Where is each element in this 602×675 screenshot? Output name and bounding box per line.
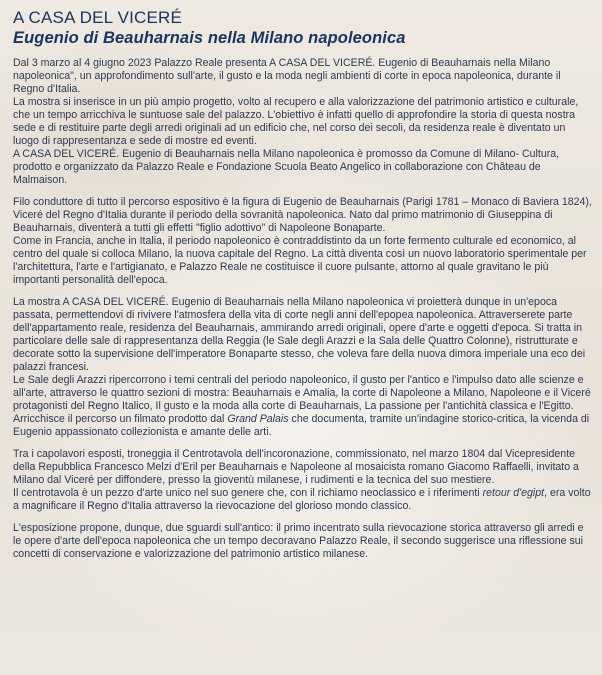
- paragraph-centrotavola: Tra i capolavori esposti, troneggia il Centrotavola dell'incoronazione, commissionato, nel marzo 1804 dal Vicepresidente della Repubblica Francesco Melzi d'Eril per Beauharnais e Napoleone al mosaicista romano Giacomo Raffaelli, invitato a Milano dal Viceré per diffondere, presso la gioventù milanese, i rudimenti e la tecnica del suo mestiere.: [13, 448, 579, 486]
- body-text: [13, 57, 592, 561]
- neoclassico-text-end: era volto a magnificare il Regno d'Italia attraverso la rievocazione del glorioso mondo classico.: [13, 487, 591, 512]
- paragraph-sale-arazzi: Le Sale degli Arazzi ripercorrono i temi centrali del periodo napoleonico, il gusto per l'antico e l'impulso dato alle scienze e all'arte, attraverso le quattro sezioni di mostra: Beauharnais e Amalia, la corte di Napoleone a Milano, Napoleone e il Viceré protagonisti del Regno Italico, Il gusto e la moda alla corte di Beauharnais, La passione per l'antichità classica e l'Egitto.: [13, 374, 591, 412]
- page-title: A CASA DEL VICERÉ: [13, 8, 183, 27]
- filmato-text-start: Arricchisce il percorso un filmato prodotto dal: [13, 413, 228, 425]
- paragraph-filmato: [13, 413, 592, 439]
- paragraph-neoclassico: Il centrotavola è un pezzo d'arte unico nel suo genere che, con il richiamo neoclassico e i riferimenti retour d'egipt, era volto a magnificare il Regno d'Italia attraverso la rievocazione del glorioso mondo classico.: [13, 487, 591, 512]
- paragraph-milano: Come in Francia, anche in Italia, il periodo napoleonico è contraddistinto da un forte fermento culturale ed economico, al centro del quale si colloca Milano, la nuova capitale del Regno. La città diventa così un nuovo laboratorio sperimentale per l'architettura, l'arte e l'artigianato, e Palazzo Reale ne costituisce il cuore pulsante, attorno al quale gravitano le più importanti personalità dell'epoca.: [13, 235, 587, 286]
- paragraph-promoters: A CASA DEL VICERÉ. Eugenio di Beauharnais nella Milano napoleonica è promosso da Comune di Milano- Cultura, prodotto e organizzato da Palazzo Reale e Fondazione Scuola Beato Angelico in collaborazione con Château de Malmaison.: [13, 148, 560, 186]
- paragraph-esposizione: L'esposizione propone, dunque, due sguardi sull'antico: il primo incentrato sulla rievocazione storica attraverso gli arredi e le opere d'arte dell'epoca napoleonica che un tempo decoravano Palazzo Reale, il secondo suggerisce una riflessione sui concetti di conservazione e valorizzazione del patrimonio artistico milanese.: [13, 522, 584, 560]
- paragraph-eugenio: Filo conduttore di tutto il percorso espositivo è la figura di Eugenio de Beauharnais (Parigi 1781 – Monaco di Baviera 1824), Viceré del Regno d'Italia durante il periodo della sovranità napoleonica. Nato dal primo matrimonio di Giuseppina di Beauharnais, diventerà a tutti gli effetti "figlio adottivo" di Napoleone Bonaparte.: [13, 196, 592, 234]
- paragraph-appartamento: La mostra A CASA DEL VICERÉ. Eugenio di Beauharnais nella Milano napoleonica vi proietterà dunque in un'epoca passata, permettendovi di rivivere l'atmosfera della vita di corte negli anni dell'epopea napoleonica. Attraverserete parte dell'appartamento reale, residenza del Beauharnais, ammirando arredi originali, opere d'arte e oggetti d'epoca. Si tratta in particolare delle sale di rappresentanza della Reggia (le Sale degli Arazzi e la Sala delle Quattro Colonne), ristrutturate e decorate sotto la supervisione dell'imperatore Bonaparte stesso, che voleva fare della nuova dimora imperiale una eco dei palazzi francesi.: [13, 296, 586, 373]
- paragraph-intro: Dal 3 marzo al 4 giugno 2023 Palazzo Reale presenta A CASA DEL VICERÉ. Eugenio di Beauharnais nella Milano napoleonica", un approfondimento sull'arte, il gusto e la moda negli ambienti di corte in epoca napoleonica, durante il Regno d'Italia.: [13, 57, 561, 95]
- filmato-text-end: che documenta, tramite un'indagine storico-critica, la vicenda di Eugenio appassionato collezionista e amante delle arti.: [13, 413, 590, 438]
- grand-palais-title: Grand Palais: [227, 413, 289, 425]
- retour-degipt-term: retour d'egipt: [482, 487, 545, 499]
- page-subtitle: Eugenio di Beauharnais nella Milano napoleonica: [13, 29, 406, 47]
- paragraph-project: La mostra si inserisce in un più ampio progetto, volto al recupero e alla valorizzazione del patrimonio artistico e culturale, che un tempo arricchiva le suntuose sale del palazzo. L'obiettivo è infatti quello di approfondire la storia di questa nostra sede e di restituire parte degli arredi originali ad un edificio che, nel corso dei secoli, da residenza reale è diventato un luogo di rappresentanza e sede di mostre ed eventi.: [13, 96, 579, 147]
- neoclassico-text-start: Il centrotavola è un pezzo d'arte unico nel suo genere che, con il richiamo neoclassico e i riferimenti: [13, 487, 480, 499]
